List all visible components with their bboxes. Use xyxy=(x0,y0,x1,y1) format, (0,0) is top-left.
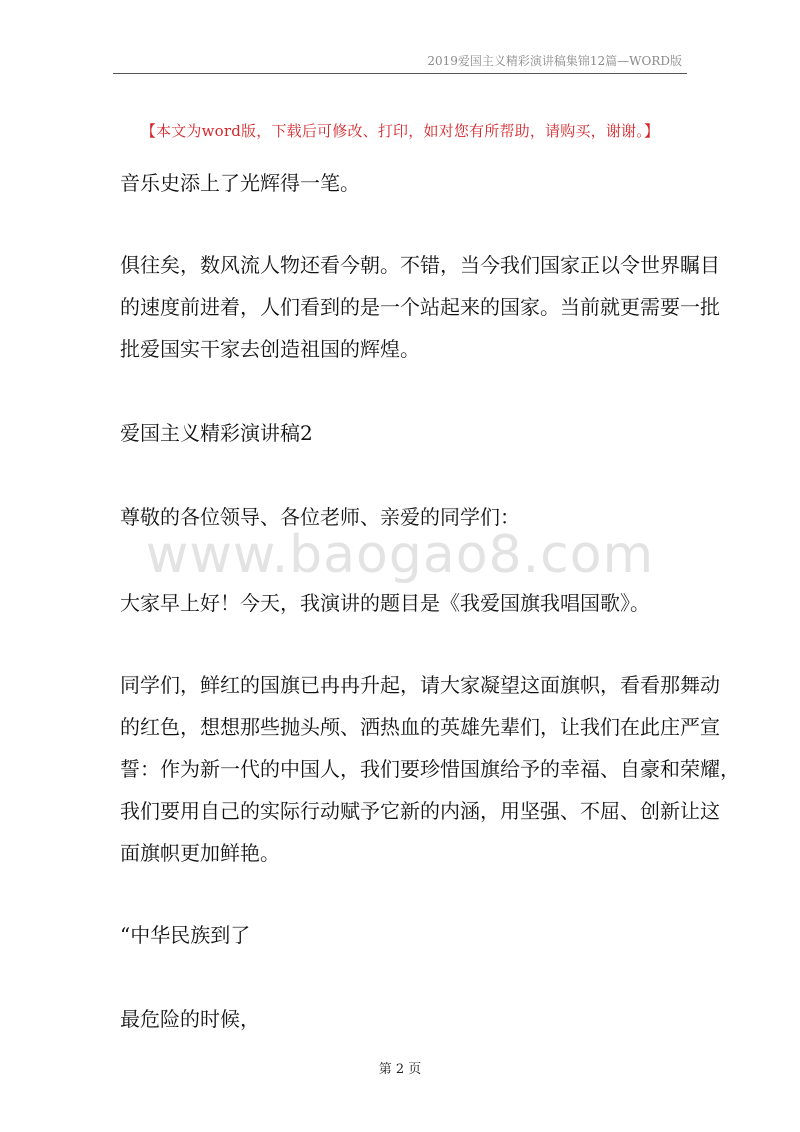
paragraph-2 xyxy=(120,244,720,370)
paragraph-1 xyxy=(120,162,684,204)
paragraph-intro xyxy=(120,582,684,624)
text-line: 誓：作为新一代的中国人，我们要珍惜国旗给予的幸福、自豪和荣耀， xyxy=(120,757,740,781)
text-line: 俱往矣，数风流人物还看今朝。不错，当今我们国家正以令世界瞩目 xyxy=(120,253,720,277)
paragraph-quote xyxy=(120,914,684,956)
watermark: www.baogao8.com xyxy=(145,525,655,585)
running-header: 2019爱国主义精彩演讲稿集锦12篇—WORD版 xyxy=(427,54,682,68)
text-line: 批爱国实干家去创造祖国的辉煌。 xyxy=(120,337,420,361)
text-line: 大家早上好！今天，我演讲的题目是《我爱国旗我唱国歌》。 xyxy=(120,591,650,615)
text-line: 最危险的时候， xyxy=(120,1007,260,1031)
paragraph-body xyxy=(120,664,740,874)
paragraph-last xyxy=(120,998,684,1040)
text-line: 面旗帜更加鲜艳。 xyxy=(120,841,280,865)
header-divider xyxy=(113,73,687,74)
page-number: 第 2 页 xyxy=(378,1062,422,1077)
purchase-notice: 【本文为word版，下载后可修改、打印，如对您有所帮助，请购买，谢谢。】 xyxy=(140,122,660,140)
text-line: 的红色，想想那些抛头颅、洒热血的英雄先辈们，让我们在此庄严宣 xyxy=(120,715,720,739)
text-line: 音乐史添上了光辉得一笔。 xyxy=(120,171,360,195)
text-line: 同学们，鲜红的国旗已冉冉升起，请大家凝望这面旗帜，看看那舞动 xyxy=(120,673,720,697)
text-line: 爱国主义精彩演讲稿2 xyxy=(120,421,313,445)
text-line: “中华民族到了 xyxy=(120,923,251,947)
text-line: 我们要用自己的实际行动赋予它新的内涵，用坚强、不屈、创新让这 xyxy=(120,799,720,823)
paragraph-greeting xyxy=(120,496,684,538)
text-line: 的速度前进着，人们看到的是一个站起来的国家。当前就更需要一批 xyxy=(120,295,720,319)
text-line: 尊敬的各位领导、各位老师、亲爱的同学们： xyxy=(120,505,520,529)
section-heading xyxy=(120,412,684,454)
